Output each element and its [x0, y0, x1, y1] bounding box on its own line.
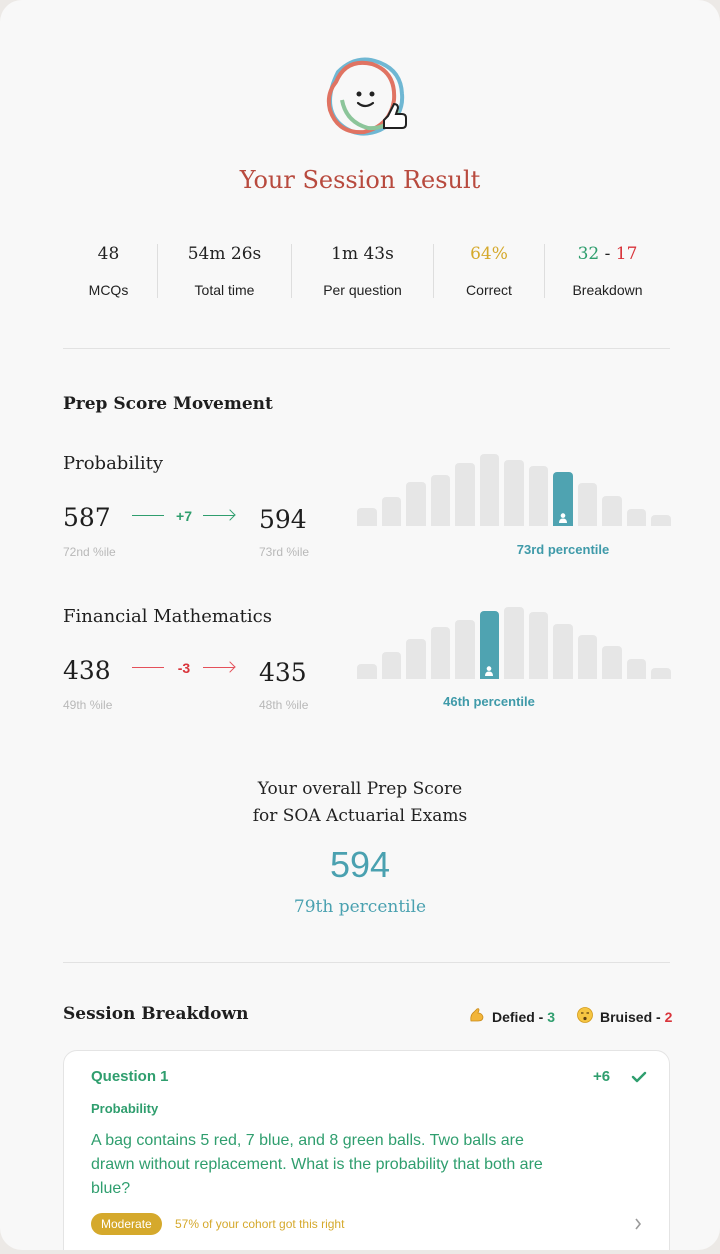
score-after: 594 — [259, 505, 307, 534]
stat-per-question — [292, 244, 433, 298]
distribution-bar — [553, 624, 573, 679]
score-before: 438 — [63, 656, 111, 685]
percentile-before: 72nd %ile — [63, 545, 116, 559]
distribution-bar — [504, 460, 524, 526]
overall-score: 594 — [329, 844, 391, 885]
stat-correct — [434, 244, 544, 298]
question-title: Question 1 — [91, 1068, 169, 1085]
distribution-bar — [504, 607, 524, 679]
stat-breakdown — [545, 244, 670, 298]
stat-total-time — [158, 244, 291, 298]
check-icon — [631, 1070, 647, 1089]
stat-label: Correct — [466, 282, 512, 298]
score-before: 587 — [63, 503, 111, 532]
question-text: A bag contains 5 red, 7 blue, and 8 green balls. Two balls are drawn without replacement. What is the probability that both are blue? — [91, 1132, 543, 1197]
breakdown-dash: - — [599, 244, 616, 264]
distribution-bar-current — [553, 472, 573, 526]
overall-percentile: 79th percentile — [293, 897, 427, 917]
score-delta: +7 — [176, 508, 192, 524]
divider — [63, 348, 670, 349]
distribution-bar — [578, 483, 598, 526]
bruised-label: Bruised - — [600, 1008, 665, 1025]
distribution-bar — [455, 620, 475, 679]
question-subject: Probability — [91, 1101, 159, 1116]
arrow-line — [132, 515, 164, 516]
correct-count: 32 — [577, 244, 600, 264]
smiley-thumbs-up-icon — [316, 52, 416, 142]
distribution-bar — [357, 508, 377, 526]
person-icon — [485, 663, 494, 673]
person-icon — [558, 510, 567, 520]
stat-value: 48 — [97, 244, 120, 264]
defied-count: 3 — [547, 1008, 556, 1025]
subject-name: Probability — [63, 453, 164, 474]
arrow-right-icon — [224, 509, 235, 520]
arrow-line — [132, 667, 164, 668]
distribution-bar — [357, 664, 377, 679]
distribution-bar — [406, 639, 426, 679]
distribution-bar — [651, 668, 671, 679]
flexed-biceps-icon — [468, 1006, 486, 1027]
subject-name: Financial Mathematics — [63, 606, 272, 627]
distribution-bar — [602, 496, 622, 526]
distribution-bar — [529, 466, 549, 526]
session-breakdown-title: Session Breakdown — [63, 1004, 249, 1024]
percentile-after: 48th %ile — [259, 698, 309, 712]
wrong-count: 17 — [615, 244, 638, 264]
stat-label: MCQs — [88, 282, 129, 298]
defied-legend — [468, 1006, 555, 1027]
stat-value: 1m 43s — [331, 244, 394, 264]
distribution-bar — [529, 612, 549, 679]
page-title: Your Session Result — [239, 166, 481, 194]
stat-mcqs — [60, 244, 157, 298]
overall-line-2: for SOA Actuarial Exams — [252, 806, 468, 826]
divider — [63, 962, 670, 963]
distribution-bar — [627, 659, 647, 679]
question-points: +6 — [593, 1068, 611, 1085]
distribution-bar — [455, 463, 475, 526]
distribution-bar — [431, 627, 451, 679]
stat-label: Breakdown — [572, 282, 643, 298]
bruised-legend — [576, 1006, 672, 1027]
distribution-bar — [627, 509, 647, 526]
distribution-bar — [480, 454, 500, 526]
stat-value — [545, 244, 670, 264]
defied-label: Defied - — [492, 1008, 548, 1025]
question-card[interactable] — [63, 1050, 670, 1250]
percentile-distribution — [357, 603, 671, 679]
percentile-label: 46th percentile — [443, 694, 535, 709]
distribution-bar — [578, 635, 598, 679]
distribution-bar-current — [480, 611, 500, 679]
percentile-distribution — [357, 450, 671, 526]
distribution-bar — [651, 515, 671, 526]
arrow-right-icon — [224, 661, 235, 672]
chevron-right-icon[interactable] — [634, 1217, 642, 1235]
stat-label: Total time — [194, 282, 255, 298]
percentile-before: 49th %ile — [63, 698, 113, 712]
distribution-bar — [602, 646, 622, 679]
overall-line-1: Your overall Prep Score — [257, 779, 463, 799]
score-delta: -3 — [177, 660, 191, 676]
dizzy-face-icon — [576, 1006, 594, 1027]
stat-value: 64% — [470, 244, 508, 264]
distribution-bar — [431, 475, 451, 526]
bruised-count: 2 — [664, 1008, 673, 1025]
score-after: 435 — [259, 658, 307, 687]
percentile-label: 73rd percentile — [516, 542, 610, 557]
session-stats — [60, 244, 670, 300]
prep-score-title: Prep Score Movement — [63, 394, 273, 414]
distribution-bar — [382, 652, 402, 679]
stat-value: 54m 26s — [187, 244, 262, 264]
overall-score-caption — [0, 776, 720, 830]
percentile-after: 73rd %ile — [259, 545, 310, 559]
distribution-bar — [406, 482, 426, 526]
cohort-stat: 57% of your cohort got this right — [175, 1217, 345, 1231]
distribution-bar — [382, 497, 402, 526]
stat-label: Per question — [323, 282, 402, 298]
difficulty-badge: Moderate — [91, 1213, 162, 1235]
